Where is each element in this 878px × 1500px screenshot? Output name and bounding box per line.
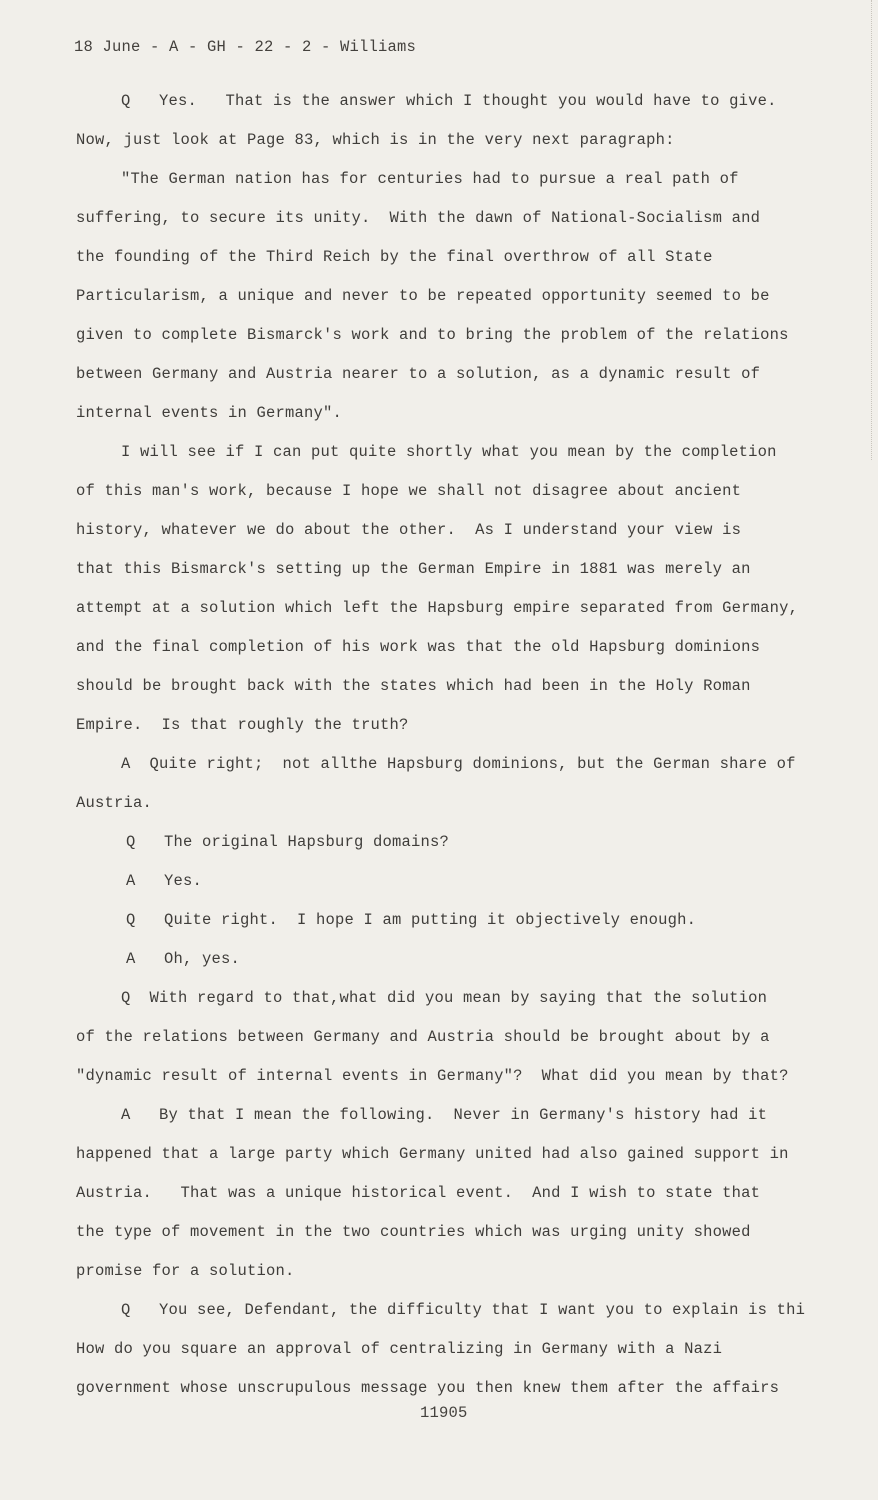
page-number: 11905 xyxy=(420,1404,468,1422)
text-line: the type of movement in the two countries which was urging unity showed xyxy=(76,1223,751,1241)
text-line: suffering, to secure its unity. With the dawn of National-Socialism and xyxy=(76,209,761,227)
text-line: A By that I mean the following. Never in Germany's history had it xyxy=(121,1106,768,1124)
text-line: Austria. That was a unique historical event. And I wish to state that xyxy=(76,1184,761,1202)
text-line: history, whatever we do about the other. As I understand your view is xyxy=(76,521,742,539)
text-line: Q You see, Defendant, the difficulty that I want you to explain is thi xyxy=(121,1301,806,1319)
text-line: Particularism, a unique and never to be repeated opportunity seemed to be xyxy=(76,287,770,305)
text-line: Now, just look at Page 83, which is in the very next paragraph: xyxy=(76,131,675,149)
text-line: "The German nation has for centuries had to pursue a real path of xyxy=(121,170,739,188)
text-line: attempt at a solution which left the Hapsburg empire separated from Germany, xyxy=(76,599,799,617)
text-line: internal events in Germany". xyxy=(76,404,343,422)
text-line: government whose unscrupulous message you then knew them after the affairs xyxy=(76,1379,780,1397)
text-line: "dynamic result of internal events in Germany"? What did you mean by that? xyxy=(76,1067,789,1085)
text-line: that this Bismarck's setting up the German Empire in 1881 was merely an xyxy=(76,560,751,578)
page-edge-marks xyxy=(841,0,872,460)
text-line: Q Yes. That is the answer which I thought you would have to give. xyxy=(121,92,777,110)
text-line: given to complete Bismarck's work and to bring the problem of the relations xyxy=(76,326,789,344)
text-line: I will see if I can put quite shortly what you mean by the completion xyxy=(121,443,777,461)
text-line: A Oh, yes. xyxy=(126,950,241,968)
text-line: happened that a large party which Germany united had also gained support in xyxy=(76,1145,789,1163)
text-line: of the relations between Germany and Austria should be brought about by a xyxy=(76,1028,770,1046)
text-line: A Yes. xyxy=(126,872,203,890)
document-header: 18 June - A - GH - 22 - 2 - Williams xyxy=(74,38,417,56)
text-line: Empire. Is that roughly the truth? xyxy=(76,716,409,734)
text-line: Q Quite right. I hope I am putting it objectively enough. xyxy=(126,911,697,929)
text-line: and the final completion of his work was that the old Hapsburg dominions xyxy=(76,638,761,656)
text-line: the founding of the Third Reich by the final overthrow of all State xyxy=(76,248,713,266)
text-line: between Germany and Austria nearer to a solution, as a dynamic result of xyxy=(76,365,761,383)
text-line: Q The original Hapsburg domains? xyxy=(126,833,450,851)
transcript-body xyxy=(76,82,826,1408)
text-line: Austria. xyxy=(76,794,153,812)
text-line: promise for a solution. xyxy=(76,1262,295,1280)
text-line: should be brought back with the states which had been in the Holy Roman xyxy=(76,677,751,695)
text-line: A Quite right; not allthe Hapsburg dominions, but the German share of xyxy=(121,755,796,773)
text-line: of this man's work, because I hope we shall not disagree about ancient xyxy=(76,482,742,500)
text-line: How do you square an approval of centralizing in Germany with a Nazi xyxy=(76,1340,723,1358)
text-line: Q With regard to that,what did you mean by saying that the solution xyxy=(121,989,768,1007)
